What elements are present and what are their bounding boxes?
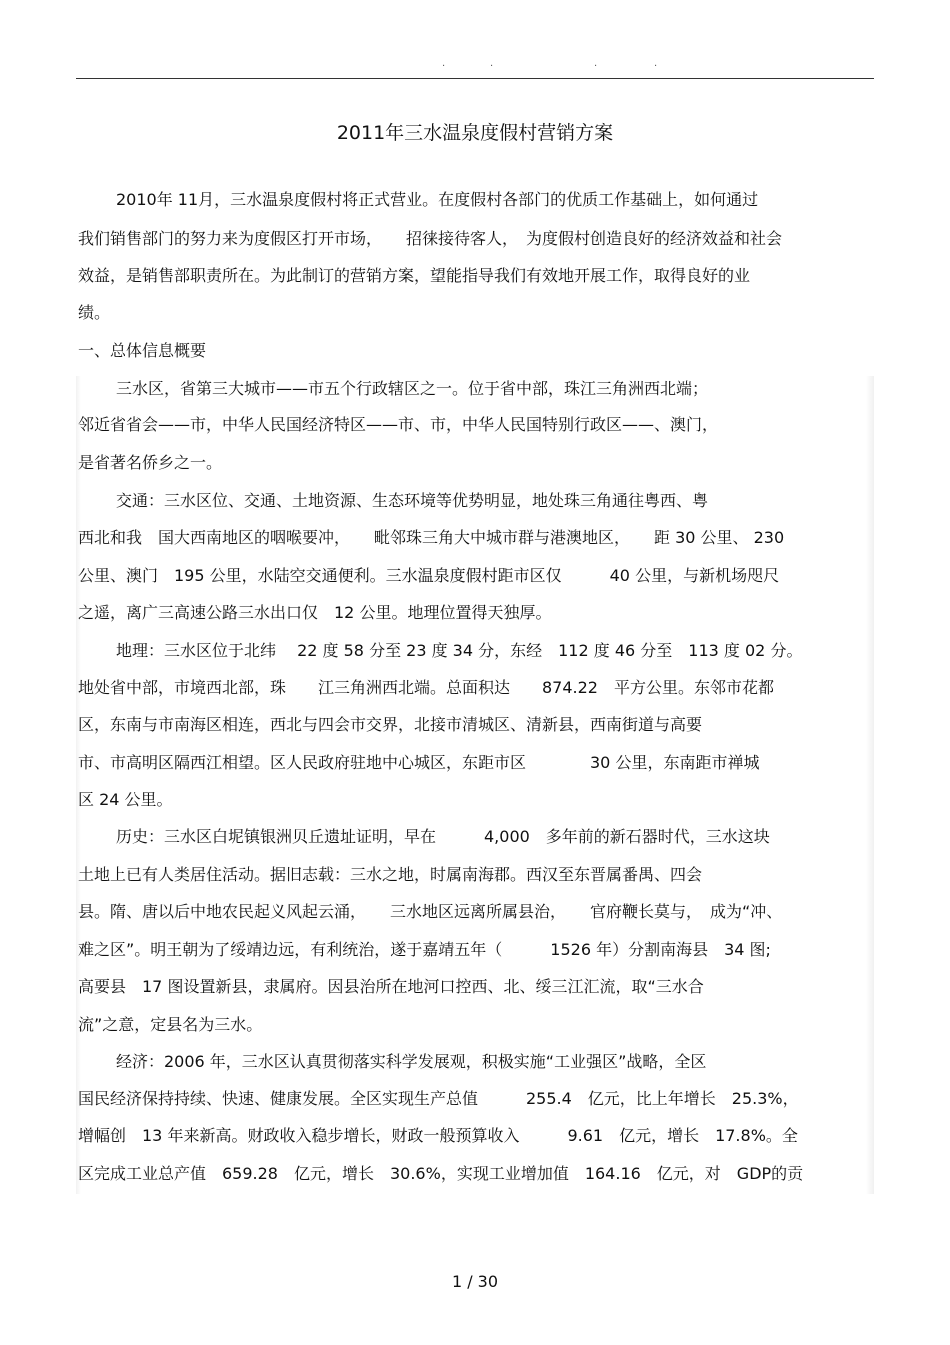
paragraph-line: 是省著名侨乡之一。 xyxy=(78,453,223,472)
paragraph-line: 交通：三水区位、交通、土地资源、生态环境等优势明显，地处珠三角通往粤西、粤 xyxy=(116,491,709,510)
paragraph-line: 2010年 11月，三水温泉度假村将正式营业。在度假村各部门的优质工作基础上，如何通过 xyxy=(116,190,759,209)
paragraph-line: 县。隋、唐以后中地农民起义风起云涌， 三水地区远离所属县治， 官府鞭长莫与， 成为“冲、 xyxy=(78,902,783,921)
page-number: 1 / 30 xyxy=(451,1272,499,1291)
header-dot: . xyxy=(594,58,598,69)
paragraph-line: 国民经济保持持续、快速、健康发展。全区实现生产总值 255.4 亿元，比上年增长 25.3%， xyxy=(78,1089,799,1108)
paragraph-line: 历史：三水区白坭镇银洲贝丘遗址证明，早在 4,000 多年前的新石器时代，三水这块 xyxy=(116,827,770,846)
header-dot: . xyxy=(490,58,494,69)
paragraph-line: 经济：2006 年，三水区认真贯彻落实科学发展观，积极实施“工业强区”战略，全区 xyxy=(116,1052,707,1071)
paragraph-line: 区，东南与市南海区相连，西北与四会市交界，北接市清城区、清新县，西南街道与高要 xyxy=(78,715,703,734)
paragraph-line: 市、市高明区隔西江相望。区人民政府驻地中心城区，东距市区 30 公里，东南距市禅城 xyxy=(78,753,760,772)
paragraph-line: 三水区，省第三大城市——市五个行政辖区之一。位于省中部，珠江三角洲西北端； xyxy=(116,379,709,398)
document-title: 2011年三水温泉度假村营销方案 xyxy=(336,122,614,144)
paragraph-line: 之遥，离广三高速公路三水出口仅 12 公里。地理位置得天独厚。 xyxy=(78,603,552,622)
paragraph-line: 增幅创 13 年来新高。财政收入稳步增长，财政一般预算收入 9.61 亿元，增长 17.8%。全 xyxy=(78,1126,798,1145)
paragraph-line: 区 24 公里。 xyxy=(78,790,173,809)
paragraph-line: 绩。 xyxy=(78,303,111,322)
paragraph-line: 高要县 17 图设置新县，隶属府。因县治所在地河口控西、北、绥三江汇流，取“三水合 xyxy=(78,977,704,996)
paragraph-line: 西北和我 国大西南地区的咽喉要冲， 毗邻珠三角大中城市群与港澳地区， 距 30 公里、 230 xyxy=(78,528,785,547)
paragraph-line: 流”之意，定县名为三水。 xyxy=(78,1015,263,1034)
header-dot: . xyxy=(654,58,658,69)
paragraph-line: 效益，是销售部职责所在。为此制订的营销方案，望能指导我们有效地开展工作，取得良好的业 xyxy=(78,266,751,285)
paragraph-line: 区完成工业总产值 659.28 亿元，增长 30.6%，实现工业增加值 164.16 亿元，对 GDP的贡 xyxy=(78,1164,804,1183)
paragraph-line: 地理：三水区位于北纬 22 度 58 分至 23 度 34 分，东经 112 度 46 分至 113 度 02 分。 xyxy=(116,641,803,660)
paragraph-line: 难之区”。明王朝为了绥靖边远，有利统治，遂于嘉靖五年（ 1526 年）分割南海县 34 图; xyxy=(78,940,771,959)
section-heading: 一、总体信息概要 xyxy=(78,341,207,360)
paragraph-line: 邻近省省会——市，中华人民国经济特区——市、市，中华人民国特别行政区——、澳门， xyxy=(78,415,719,434)
page-header xyxy=(76,56,874,79)
header-dot: . xyxy=(442,58,446,69)
paragraph-line: 公里、澳门 195 公里，水陆空交通便利。三水温泉度假村距市区仅 40 公里，与新机场咫尺 xyxy=(78,566,780,585)
paragraph-line: 地处省中部，市境西北部，珠 江三角洲西北端。总面积达 874.22 平方公里。东邻市花都 xyxy=(78,678,774,697)
paragraph-line: 土地上已有人类居住活动。据旧志载：三水之地，时属南海郡。西汉至东晋属番禺、四会 xyxy=(78,865,703,884)
paragraph-line: 我们销售部门的努力来为度假区打开市场， 招徕接待客人， 为度假村创造良好的经济效益和社会 xyxy=(78,229,783,248)
